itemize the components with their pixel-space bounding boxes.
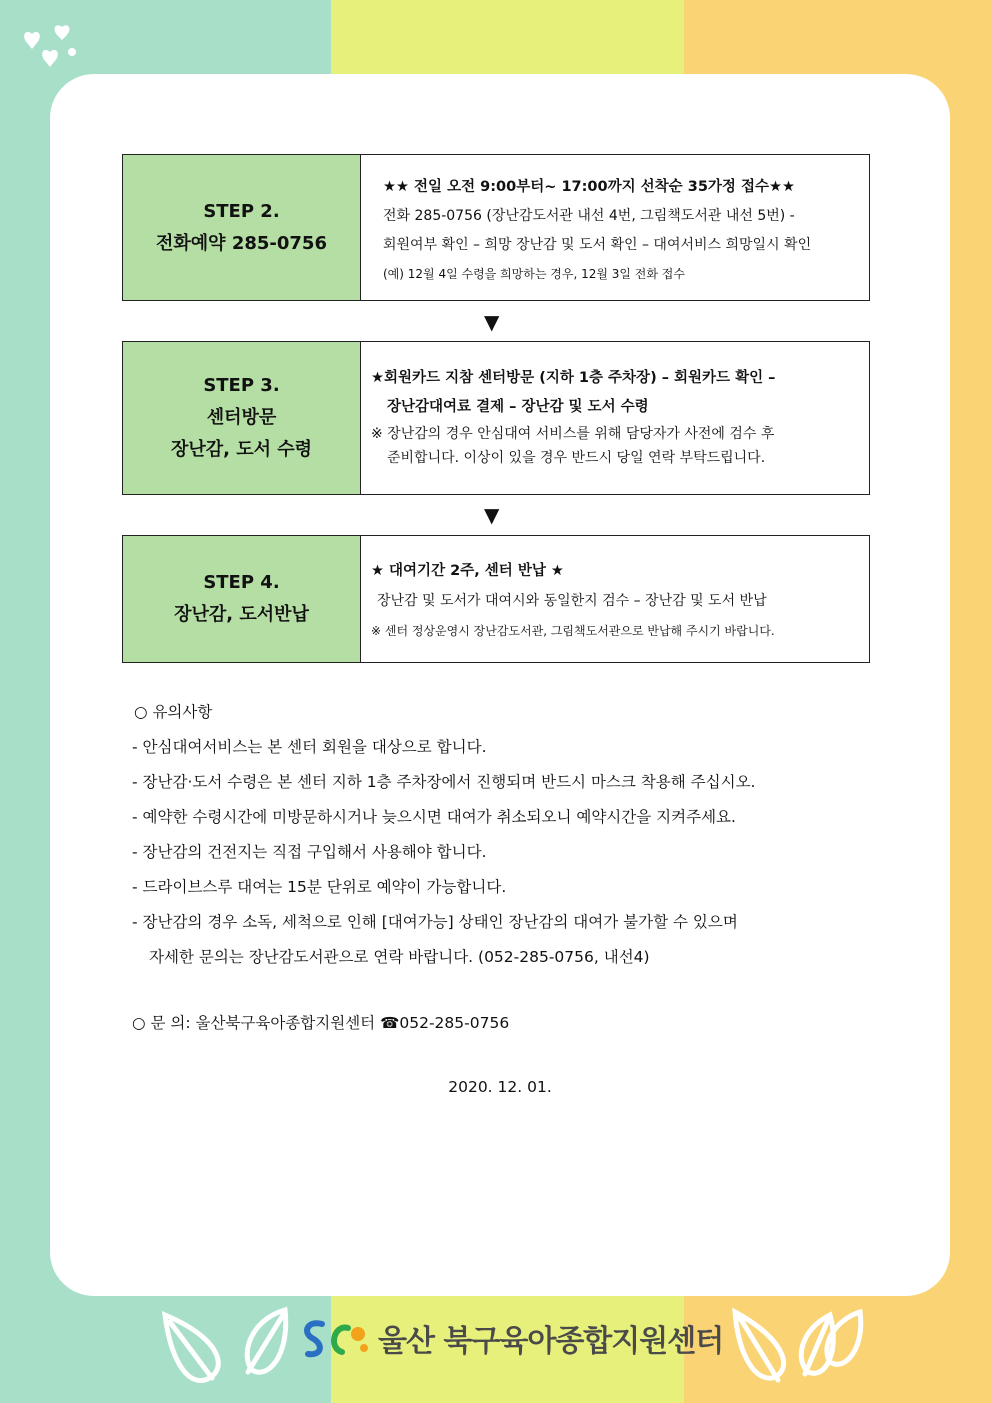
step-3-details — [361, 342, 869, 494]
step-2-line-4: (예) 12월 4일 수령을 희망하는 경우, 12월 3일 전화 접수 — [383, 267, 685, 281]
step-3-title: STEP 3. — [203, 375, 280, 396]
note-item-continuation: 자세한 문의는 장난감도서관으로 연락 바랍니다. (052-285-0756, 내선4) — [149, 948, 650, 966]
step-4-box — [122, 535, 870, 663]
note-item: - 안심대여서비스는 본 센터 회원을 대상으로 합니다. — [132, 738, 487, 756]
step-2-box — [122, 154, 870, 301]
step-3-subtitle-2: 장난감, 도서 수령 — [170, 439, 313, 460]
step-3-subtitle-1: 센터방문 — [206, 407, 277, 428]
notes-section — [132, 695, 892, 975]
step-3-line-1: ★회원카드 지참 센터방문 (지하 1층 주차장) – 회원카드 확인 – — [371, 370, 776, 386]
note-item: - 드라이브스루 대여는 15분 단위로 예약이 가능합니다. — [132, 878, 507, 896]
document-date: 2020. 12. 01. — [448, 1078, 552, 1096]
step-4-subtitle: 장난감, 도서반납 — [174, 604, 309, 625]
step-3-line-4: 준비합니다. 이상이 있을 경우 반드시 당일 연락 부탁드립니다. — [387, 450, 766, 466]
step-4-line-1: ★ 대여기간 2주, 센터 반납 ★ — [371, 563, 564, 579]
step-4-line-3: ※ 센터 정상운영시 장난감도서관, 그림책도서관으로 반납해 주시기 바랍니다. — [371, 624, 775, 638]
contact-info: ○ 문 의: 울산북구육아종합지원센터 ☎052-285-0756 — [132, 1014, 510, 1032]
step-2-line-1: ★★ 전일 오전 9:00부터~ 17:00까지 선착순 35가정 접수★★ — [383, 179, 795, 195]
note-item: - 예약한 수령시간에 미방문하시거나 늦으시면 대여가 취소되오니 예약시간을 지켜주세요. — [132, 808, 736, 826]
step-3-box — [122, 341, 870, 495]
step-2-subtitle: 전화예약 285-0756 — [156, 232, 327, 254]
arrow-down-icon: ▼ — [484, 503, 500, 527]
note-item: - 장난감의 경우 소독, 세척으로 인해 [대여가능] 상태인 장난감의 대여가 불가할 수 있으며 — [132, 913, 738, 931]
step-4-label — [123, 536, 361, 662]
note-item: - 장난감의 건전지는 직접 구입해서 사용해야 합니다. — [132, 843, 487, 861]
logo-icon — [300, 1318, 372, 1364]
note-item: - 장난감·도서 수령은 본 센터 지하 1층 주차장에서 진행되며 반드시 마스크 착용해 주십시오. — [132, 773, 756, 791]
step-3-line-2: 장난감대여료 결제 – 장난감 및 도서 수령 — [387, 399, 649, 415]
step-2-line-3: 회원여부 확인 – 희망 장난감 및 도서 확인 – 대여서비스 희망일시 확인 — [383, 237, 812, 253]
step-4-line-2: 장난감 및 도서가 대여시와 동일한지 검수 – 장난감 및 도서 반납 — [377, 593, 767, 609]
arrow-down-icon: ▼ — [484, 310, 500, 334]
hearts-icon — [18, 22, 82, 78]
step-2-label — [123, 155, 361, 300]
step-4-title: STEP 4. — [203, 572, 280, 593]
notes-heading: ○ 유의사항 — [134, 703, 213, 721]
footer-org-name: 울산 북구육아종합지원센터 — [378, 1324, 724, 1359]
step-4-details — [361, 536, 869, 662]
step-3-line-3: ※ 장난감의 경우 안심대여 서비스를 위해 담당자가 사전에 검수 후 — [371, 426, 775, 442]
step-2-line-2: 전화 285-0756 (장난감도서관 내선 4번, 그림책도서관 내선 5번) - — [383, 208, 795, 224]
step-3-label — [123, 342, 361, 494]
step-2-details — [361, 155, 869, 300]
step-2-title: STEP 2. — [203, 200, 280, 222]
